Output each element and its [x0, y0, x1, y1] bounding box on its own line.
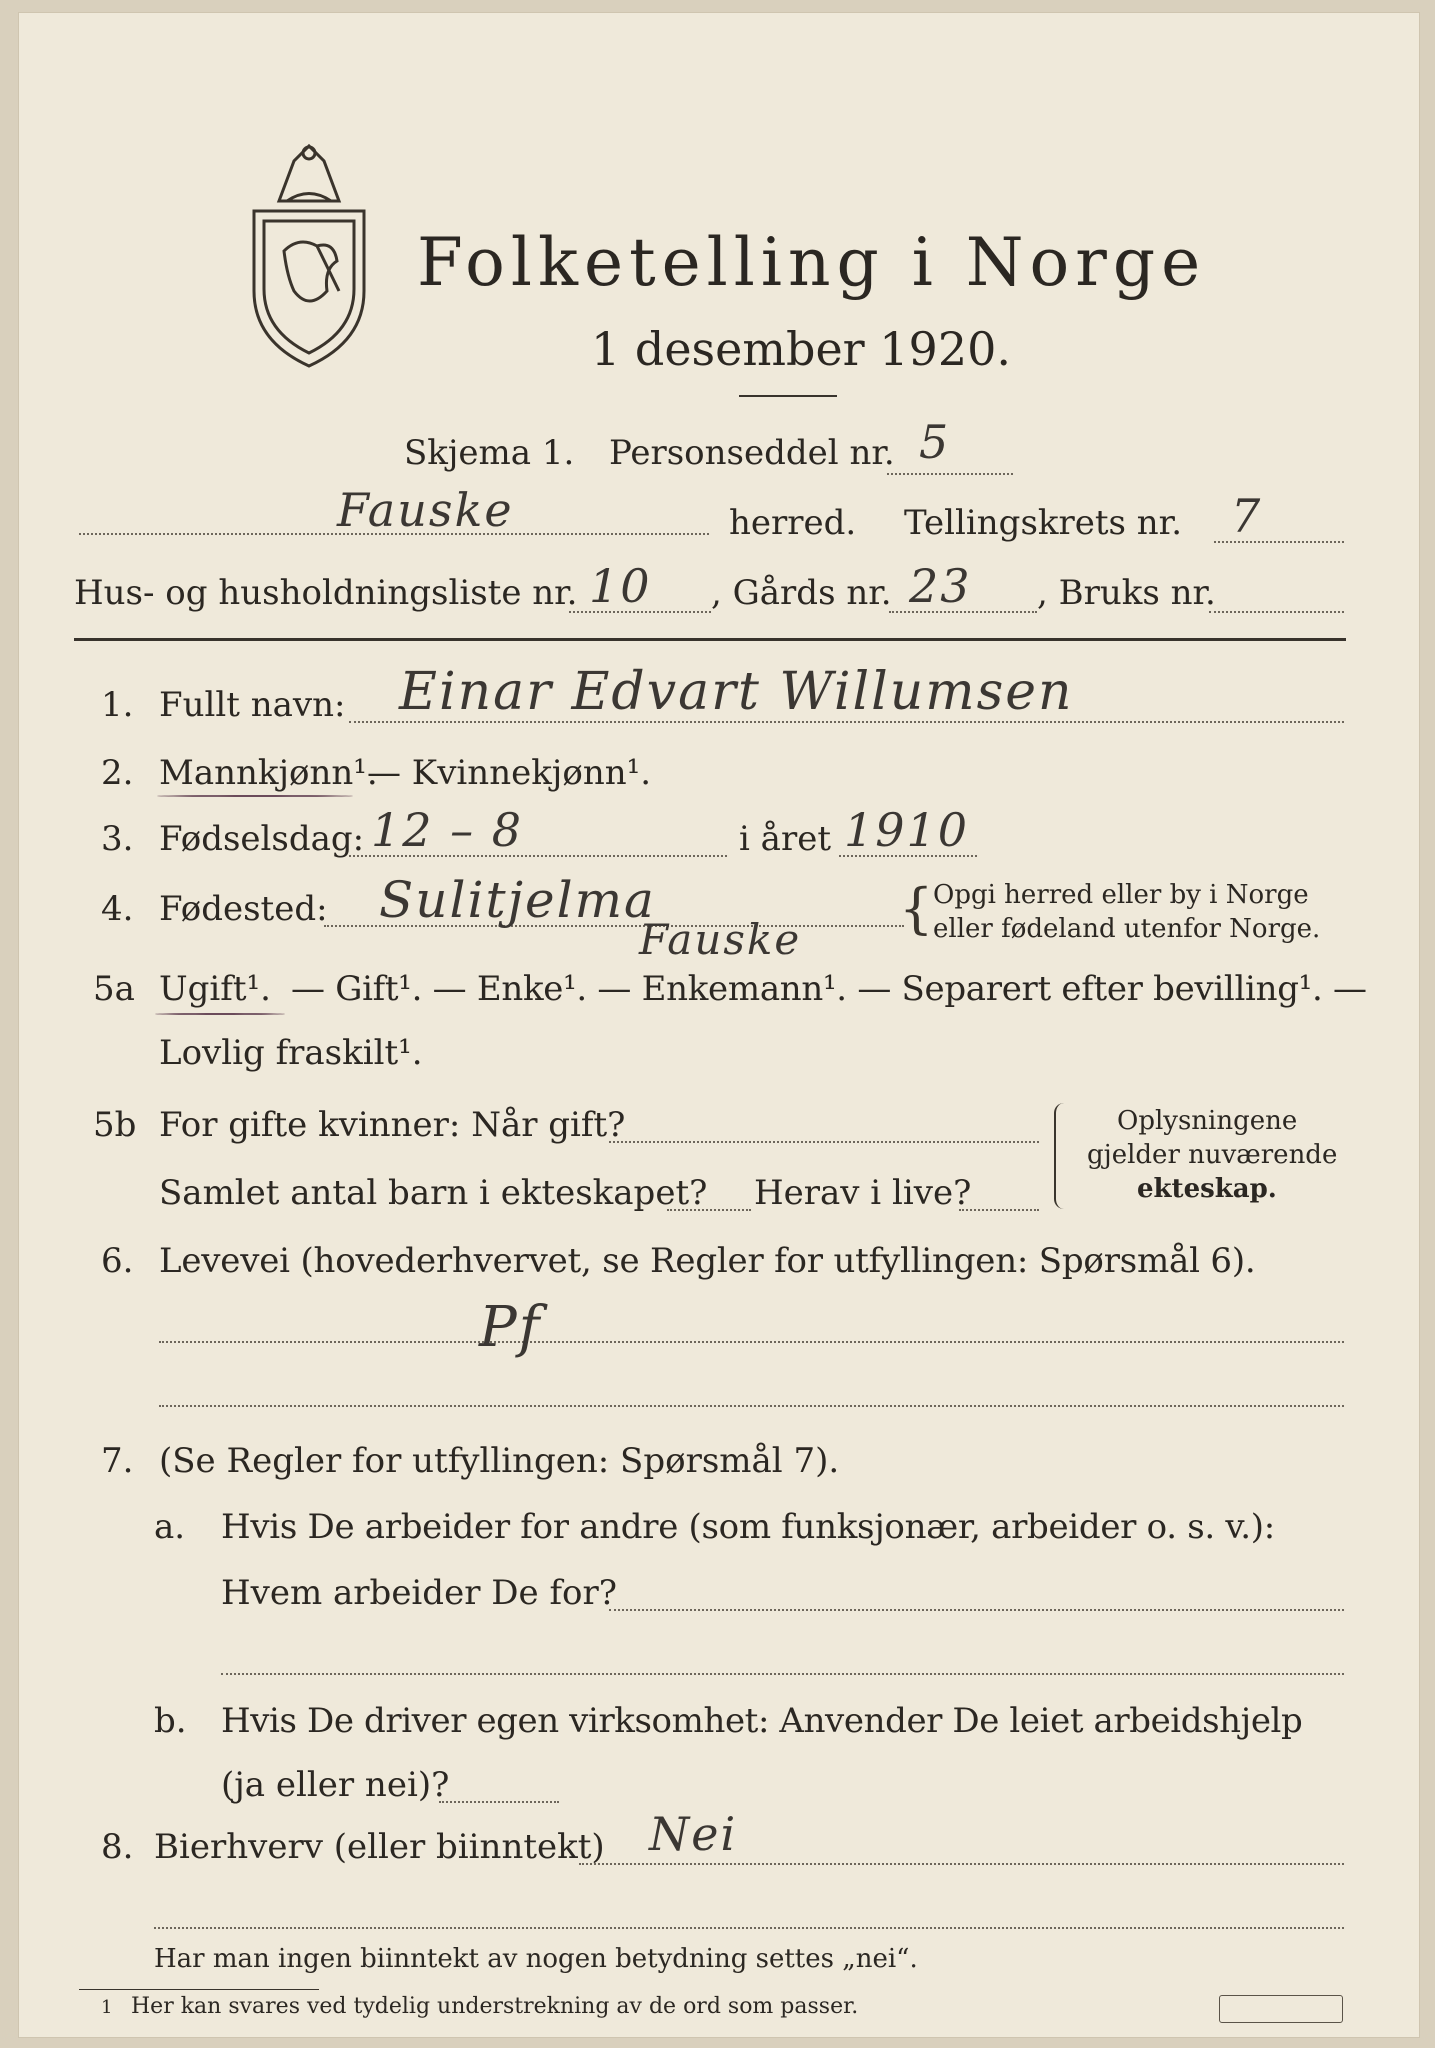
husholdning-label: Hus- og husholdningsliste nr.	[74, 573, 578, 613]
header-rule	[74, 638, 1346, 641]
q2-male: Mannkjønn¹.	[159, 753, 378, 793]
coat-of-arms-emblem	[239, 141, 379, 371]
q2-rest: — Kvinnekjønn¹.	[367, 753, 652, 793]
q5a-options: — Gift¹. — Enke¹. — Enkemann¹. — Separert efter bevilling¹. —	[291, 969, 1367, 1009]
q7-number: 7.	[101, 1441, 134, 1481]
q8-value: Nei	[649, 1807, 738, 1861]
census-form-page	[18, 12, 1420, 2038]
printer-stamp	[1219, 1995, 1343, 2023]
q7a-extra-line	[221, 1673, 1344, 1675]
q5b-children-line	[667, 1209, 751, 1211]
q5a-line2: Lovlig fraskilt¹.	[159, 1033, 423, 1073]
q8-line	[579, 1863, 1344, 1865]
form-title: Folketelling i Norge	[417, 224, 1207, 301]
q5b-when-line	[609, 1141, 1039, 1143]
q2-male-underline	[157, 795, 353, 797]
bruks-label: , Bruks nr.	[1037, 573, 1216, 613]
q8-line2	[154, 1927, 1344, 1929]
q5b-note-line3: ekteskap.	[1137, 1174, 1277, 1204]
q7b-line2: (ja eller nei)?	[221, 1765, 450, 1805]
footer-note: Har man ingen biinntekt av nogen betydning settes „nei“.	[154, 1944, 918, 1974]
footer-rule	[79, 1989, 319, 1990]
tellingskrets-value: 7	[1231, 489, 1263, 543]
q8-number: 8.	[101, 1827, 134, 1867]
q3-year-label: i året	[739, 819, 831, 859]
q1-value: Einar Edvart Willumsen	[399, 662, 1074, 722]
herred-value: Fauske	[337, 483, 514, 537]
q7a-line2: Hvem arbeider De for?	[221, 1573, 617, 1613]
q7b-label: Hvis De driver egen virksomhet: Anvender De leiet arbeidshjelp	[221, 1701, 1303, 1741]
q3-year-value: 1910	[844, 803, 970, 857]
q7b-letter: b.	[154, 1701, 187, 1741]
title-divider	[739, 395, 837, 397]
q7-label: (Se Regler for utfyllingen: Spørsmål 7).	[159, 1441, 840, 1481]
q4-value: Sulitjelma	[379, 871, 656, 929]
q4-value-correction: Fauske	[639, 915, 802, 964]
q1-number: 1.	[101, 685, 134, 725]
q5b-alive-label: Herav i live?	[754, 1173, 972, 1213]
q4-number: 4.	[101, 889, 134, 929]
personseddel-value: 5	[919, 415, 951, 469]
census-date: 1 desember 1920.	[591, 322, 1011, 376]
q2-number: 2.	[101, 753, 134, 793]
q7a-label: Hvis De arbeider for andre (som funksjonær, arbeider o. s. v.):	[221, 1507, 1275, 1547]
tellingskrets-label: Tellingskrets nr.	[904, 503, 1183, 543]
q6-value: Pf	[479, 1295, 542, 1360]
personseddel-label: Personseddel nr.	[609, 433, 895, 473]
footnote-mark: 1	[101, 1997, 113, 2018]
bruks-line	[1209, 611, 1344, 613]
q6-line2	[159, 1405, 1344, 1407]
q6-number: 6.	[101, 1241, 134, 1281]
q5b-children-label: Samlet antal barn i ekteskapet?	[159, 1173, 708, 1213]
q8-label: Bierhverv (eller biinntekt)	[154, 1827, 605, 1867]
q1-label: Fullt navn:	[159, 685, 346, 725]
q5b-note-line2: gjelder nuværende	[1087, 1140, 1338, 1170]
q5b-note-bracket	[1054, 1103, 1070, 1209]
q7a-letter: a.	[154, 1507, 186, 1547]
footnote-text: Her kan svares ved tydelig understrekning av de ord som passer.	[131, 1994, 859, 2019]
q6-line1	[159, 1341, 1344, 1343]
q4-label: Fødested:	[159, 889, 328, 929]
husholdning-value: 10	[589, 559, 652, 613]
gards-value: 23	[909, 559, 972, 613]
schema-label: Skjema 1.	[404, 433, 575, 473]
q3-label: Fødselsdag:	[159, 819, 365, 859]
q5a-ugift-underline	[155, 1013, 285, 1015]
personseddel-line	[887, 473, 1013, 475]
q3-number: 3.	[101, 819, 134, 859]
q7a-employer-line	[609, 1609, 1344, 1611]
q4-note-line2: eller fødeland utenfor Norge.	[933, 914, 1321, 944]
q5a-ugift: Ugift¹.	[159, 969, 271, 1009]
q5b-number: 5b	[93, 1105, 137, 1145]
q3-value: 12 – 8	[371, 803, 524, 857]
q4-note-line1: Opgi herred eller by i Norge	[933, 880, 1309, 910]
q7b-answer-line	[439, 1801, 559, 1803]
gards-label: , Gårds nr.	[711, 573, 892, 613]
herred-label: herred.	[729, 503, 857, 543]
q5b-alive-line	[959, 1209, 1039, 1211]
q6-label: Levevei (hovederhvervet, se Regler for utfyllingen: Spørsmål 6).	[159, 1241, 1256, 1281]
q5b-note-line1: Oplysningene	[1117, 1106, 1298, 1136]
q4-note-brace: {	[899, 877, 934, 940]
q5a-number: 5a	[93, 969, 135, 1009]
q5b-label: For gifte kvinner: Når gift?	[159, 1105, 626, 1145]
